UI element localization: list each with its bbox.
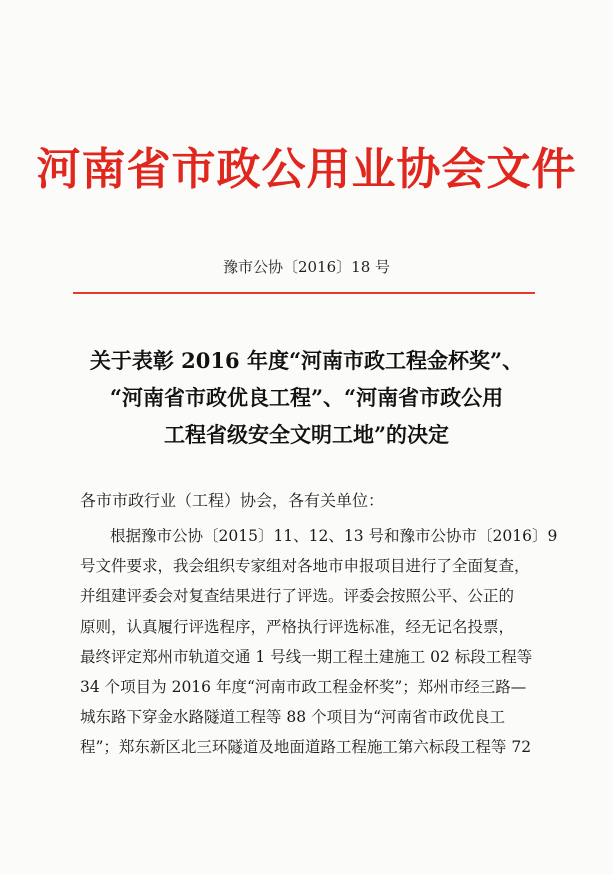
decision-title-line: 工程省级安全文明工地”的决定 [163, 422, 450, 447]
body-line: 原则，认真履行评选程序，严格执行评选标准，经无记名投票， [80, 617, 515, 636]
body-line: 城东路下穿金水路隧道工程等 88 个项目为“河南省市政优良工 [80, 708, 506, 727]
decision-title [40, 342, 573, 453]
body-line: 最终评定郑州市轨道交通 1 号线一期工程土建施工 02 标段工程等 [80, 647, 533, 666]
body-line: 根据豫市公协〔2015〕11、12、13 号和豫市公协市〔2016〕9 [110, 527, 558, 545]
document-number: 豫市公协〔2016〕18 号 [222, 258, 391, 276]
body-line: 并组建评委会对复查结果进行了评选。评委会按照公平、公正的 [80, 587, 515, 606]
decision-title-line: “河南省市政优良工程”、“河南省市政公用 [109, 385, 504, 410]
red-divider-line [73, 292, 535, 294]
org-header-title: 河南省市政公用业协会文件 [36, 144, 577, 195]
body-line: 程”；郑东新区北三环隧道及地面道路工程施工第六标段工程等 72 [80, 738, 532, 757]
decision-title-line: 关于表彰 2016 年度“河南市政工程金杯奖”、 [89, 348, 524, 373]
body-paragraph [80, 521, 558, 763]
body-line: 34 个项目为 2016 年度“河南市政工程金杯奖”；郑州市经三路— [80, 678, 527, 697]
body-line: 号文件要求，我会组织专家组对各地市申报项目进行了全面复查， [80, 557, 530, 576]
salutation: 各市市政行业（工程）协会，各有关单位： [80, 491, 385, 510]
